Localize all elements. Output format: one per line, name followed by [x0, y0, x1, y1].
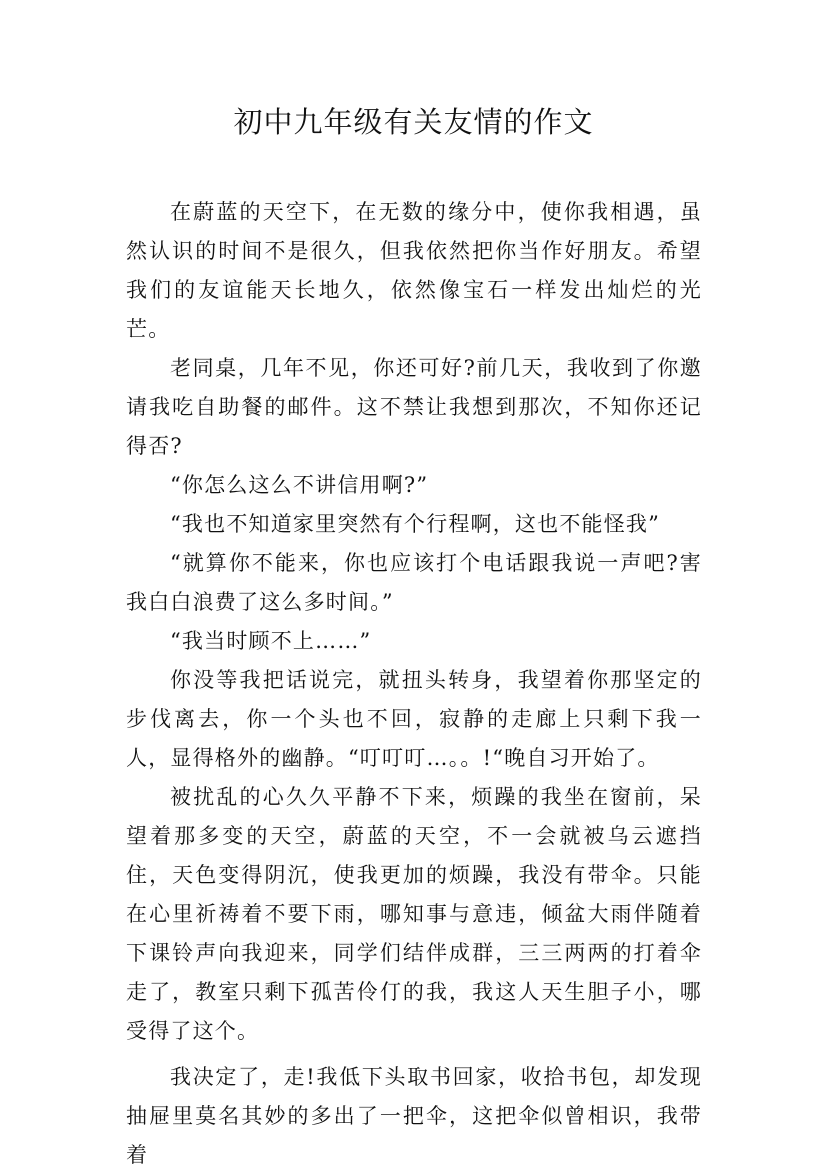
document-title: 初中九年级有关友情的作文	[233, 105, 594, 139]
paragraph-8: 被扰乱的心久久平静不下来，烦躁的我坐在窗前，呆望着那多变的天空，蔚蓝的天空，不一会就被乌云遮挡住，天色变得阴沉，使我更加的烦躁，我没有带伞。只能在心里祈祷着不要下雨，哪知事与意违，倾盆大雨伴随着下课铃声向我迎来，同学们结伴成群，三三两两的打着伞走了，教室只剩下孤苦伶仃的我，我这人天生胆子小，哪受得了这个。	[126, 785, 702, 1043]
paragraph-3: “你怎么这么不讲信用啊?”	[170, 473, 429, 497]
paragraph-5: “就算你不能来，你也应该打个电话跟我说一声吧?害我白白浪费了这么多时间。”	[126, 551, 702, 614]
document-body	[126, 193, 702, 1175]
paragraph-1: 在蔚蓝的天空下，在无数的缘分中，使你我相遇，虽然认识的时间不是很久，但我依然把你当作好朋友。希望我们的友谊能天长地久，依然像宝石一样发出灿烂的光芒。	[126, 200, 702, 341]
paragraph-7: 你没等我把话说完，就扭头转身，我望着你那坚定的步伐离去，你一个头也不回，寂静的走廊上只剩下我一人，显得格外的幽静。“叮叮叮…。。!“晚自习开始了。	[126, 668, 702, 770]
paragraph-2: 老同桌，几年不见，你还可好?前几天，我收到了你邀请我吃自助餐的邮件。这不禁让我想到那次，不知你还记得否?	[126, 356, 702, 458]
paragraph-6: “我当时顾不上……”	[170, 629, 372, 653]
paragraph-4: “我也不知道家里突然有个行程啊，这也不能怪我”	[170, 512, 661, 536]
paragraph-9: 我决定了，走!我低下头取书回家，收拾书包，却发现抽屉里莫名其妙的多出了一把伞，这把伞似曾相识，我带着	[126, 1065, 702, 1167]
